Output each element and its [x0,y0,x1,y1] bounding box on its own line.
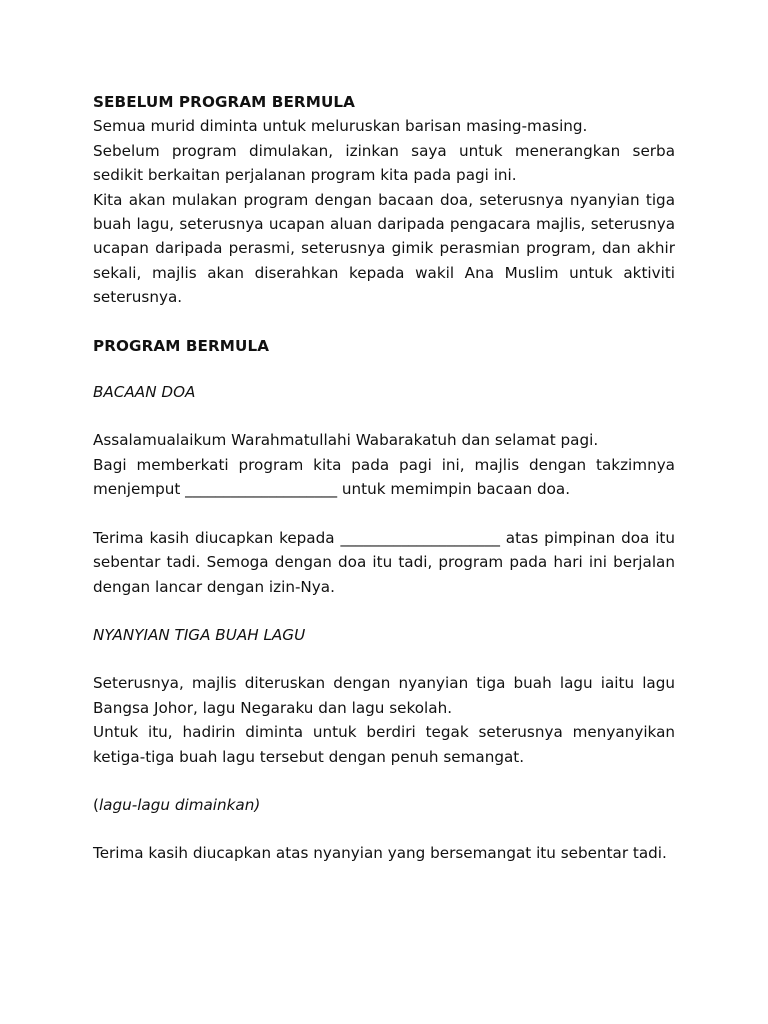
spacer [93,358,675,380]
paragraph-murid-diminta: Semua murid diminta untuk meluruskan barisan masing-masing. [93,117,588,136]
note-text: lagu-lagu dimainkan) [98,795,261,814]
spacer [93,502,675,526]
fill-in-blank-doa-leader: ____________________ [185,480,338,499]
spacer [93,310,675,334]
fill-in-blank-thanks: _____________________ [340,528,500,547]
subheading-bacaan-doa: BACAAN DOA [93,383,196,402]
paragraph-terima-kasih-doa [93,526,675,599]
paragraph-menjemput [93,453,675,502]
paragraph-terima-kasih-nyanyian: Terima kasih diucapkan atas nyanyian yang bersemangat itu sebentar tadi. [93,844,667,863]
note-paren: ( [93,795,99,814]
text-fragment: atas pimpinan doa itu sebentar tadi. Semoga dengan doa itu tadi, program pada hari ini berjalan dengan lancar dengan izin-Nya. [93,528,675,596]
paragraph-salam: Assalamualaikum Warahmatullahi Wabarakatuh dan selamat pagi. [93,431,599,450]
paragraph-berdiri-tegak: Untuk itu, hadirin diminta untuk berdiri tegak seterusnya menyanyikan ketiga-tiga buah lagu tersebut dengan penuh semangat. [93,723,675,766]
spacer [93,404,675,428]
spacer [93,817,675,841]
spacer [93,599,675,623]
paragraph-kita-akan-mulakan: Kita akan mulakan program dengan bacaan doa, seterusnya nyanyian tiga buah lagu, seterusnya ucapan aluan daripada pengacara majlis, seterusnya ucapan daripada perasmi, seterusnya gimik perasmian program, dan akhir sekali, majlis akan diserahkan kepada wakil Ana Muslim untuk aktiviti seterusnya. [93,190,675,307]
document-page [93,90,675,866]
paragraph-sebelum-program: Sebelum program dimulakan, izinkan saya untuk menerangkan serba sedikit berkaitan perjalanan program kita pada pagi ini. [93,141,675,185]
note-lagu-dimainkan [93,793,675,817]
spacer [93,769,675,793]
paragraph-nyanyian: Seterusnya, majlis diteruskan dengan nyanyian tiga buah lagu iaitu lagu Bangsa Johor, lagu Negaraku dan lagu sekolah. [93,674,675,717]
text-fragment: untuk memimpin bacaan doa. [337,480,571,499]
spacer [93,647,675,671]
subheading-nyanyian: NYANYIAN TIGA BUAH LAGU [93,625,306,644]
text-fragment: Bagi memberkati program kita pada pagi ini, majlis dengan takzimnya menjemput [93,455,675,499]
section-heading-program-bermula: PROGRAM BERMULA [93,336,270,355]
text-fragment: Terima kasih diucapkan kepada [93,528,341,547]
section-heading-sebelum-program: SEBELUM PROGRAM BERMULA [93,93,356,111]
